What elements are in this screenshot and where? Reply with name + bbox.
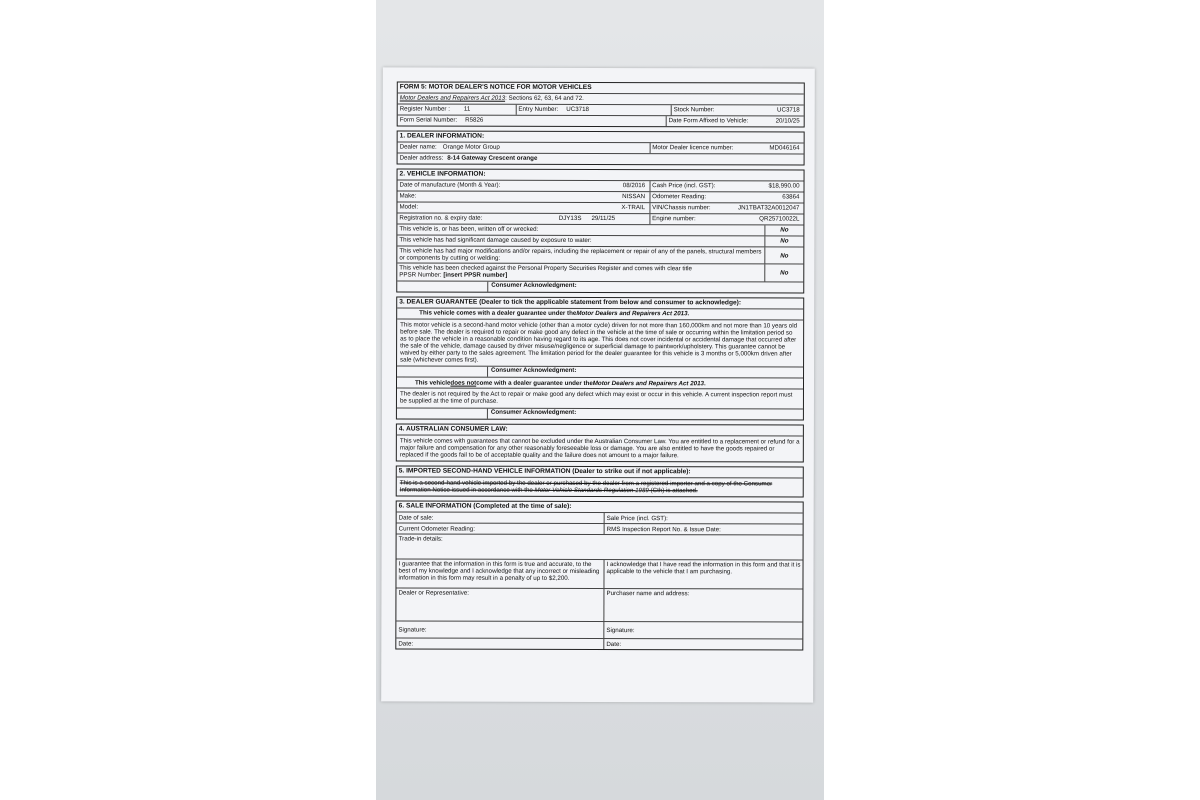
sale-section [395, 501, 803, 651]
entry-value: UC3718 [566, 106, 589, 114]
written-off-question: This vehicle is, or has been, written off or wrecked: [399, 225, 539, 234]
dealer-address-value: 8-14 Gateway Crescent orange [447, 155, 538, 163]
registration: Registration no. & expiry date: DJY13S 29/11/25 [399, 214, 616, 223]
cash-price: Cash Price (incl. GST): $18,990.00 [649, 181, 803, 191]
guarantee-consumer-ack-1: Consumer Acknowledgment: [487, 367, 576, 377]
date-affixed-value: 20/10/25 [775, 117, 800, 125]
trade-in-details: Trade-in details: [398, 535, 443, 543]
imported-text: This is a second-hand vehicle imported by the dealer or purchased by the dealer from a registered importer and a copy of the Consumer Information Notice issued in accordance with the Motor Vehicle Standards Regulation 1989 (Cth) is attached. [397, 476, 803, 496]
imported-section [396, 465, 804, 497]
imported-heading: 5. IMPORTED SECOND-HAND VEHICLE INFORMATION (Dealer to strike out if not applicable): [398, 467, 691, 476]
rego-value: DJY13S [558, 215, 582, 223]
vin-number: VIN/Chassis number: JN1TBAT32A0012047 [649, 203, 803, 213]
act-reference [398, 93, 804, 104]
guarantee-section [396, 296, 804, 420]
water-damage-answer: No [764, 236, 803, 246]
vehicle-model: Model: X-TRAIL [399, 203, 646, 212]
ppsr-question: This vehicle has been checked against the Personal Property Securities Register and comes with clear title PPSR Number: [insert PPSR number] [399, 264, 693, 280]
engine-value: QR25710022L [759, 215, 800, 223]
engine-number: Engine number: QR25710022L [649, 214, 803, 224]
register-number: Register Number : 11 [399, 105, 471, 114]
guarantee-consumer-ack-2: Consumer Acknowledgment: [487, 408, 576, 418]
make-value: NISSAN [622, 193, 646, 201]
vehicle-make: Make: NISSAN [399, 192, 646, 201]
written-off-answer: No [764, 225, 803, 235]
purchaser-signature: Signature: [603, 622, 802, 639]
act-sections: : Sections 62, 63, 64 and 72. [505, 95, 584, 103]
purchaser-name-address: Purchaser name and address: [603, 589, 802, 622]
date-of-sale: Date of sale: [398, 514, 434, 522]
cash-price-value: $18,990.00 [768, 182, 800, 190]
modifications-question: This vehicle has had major modifications and/or repairs, including the replacement or repair of any of the panels, structural members or components by cutting or welding: [399, 247, 762, 262]
date-of-manufacture: Date of manufacture (Month & Year): 08/2016 [399, 181, 646, 190]
water-damage-question: This vehicle has had significant damage caused by exposure to water: [399, 236, 592, 245]
form-serial: Form Serial Number: R5826 [399, 116, 484, 125]
dom-value: 08/2016 [622, 182, 646, 190]
without-guarantee-statement: This vehicle does not come with a dealer guarantee under the Motor Dealers and Repairers Act 2013 . [414, 379, 706, 387]
vehicle-section [396, 168, 804, 293]
date-affixed: Date Form Affixed to Vehicle: 20/10/25 [666, 116, 804, 126]
serial-value: R5826 [465, 117, 484, 125]
vehicle-heading: 2. VEHICLE INFORMATION: [399, 170, 486, 178]
dealer-address: Dealer address: 8-14 Gateway Crescent orange [399, 154, 538, 163]
with-guarantee-statement: This vehicle comes with a dealer guarantee under the Motor Dealers and Repairers Act 2013 . [419, 309, 690, 318]
dealer-declaration: I guarantee that the information in this form is true and accurate, to the best of my knowledge and I acknowledge that any incorrect or misleading information in this form may result in a penalty of up to $2,200. [398, 560, 600, 583]
dealer-signature: Signature: [398, 626, 427, 634]
sale-price: Sale Price (incl. GST): [604, 513, 803, 524]
dealer-name: Dealer name: Orange Motor Group [399, 143, 500, 152]
rms-inspection: RMS Inspection Report No. & Issue Date: [604, 524, 803, 535]
modifications-answer: No [764, 247, 803, 263]
ppsr-number: [insert PPSR number] [443, 271, 508, 280]
form-title: FORM 5: MOTOR DEALER'S NOTICE FOR MOTOR VEHICLES [399, 83, 592, 92]
dealer-licence-value: MD046164 [769, 144, 800, 152]
stock-number: Stock Number: UC3718 [671, 105, 804, 115]
ppsr-answer: No [764, 265, 803, 281]
form-header [397, 81, 805, 127]
stock-value: UC3718 [777, 106, 800, 114]
dealer-representative: Dealer or Representative: [398, 589, 469, 597]
form-sheet [381, 67, 815, 702]
with-guarantee-text: This motor vehicle is a second-hand motor vehicle (other than a motor cycle) driven for not more than 160,000km and not more than 10 years old before sale. The dealer is required to repair or make good any defect in the vehicle at the time of sale or occurring within the limitation period so as to place the vehicle in a reasonable condition having regard to its age. This does not cover incidental or accidental damage that occurred after the sale of the vehicle, damage caused by driver misuse/negligence or superficial damage to paintwork/upholstery. This guarantee cannot be waived by either party to the sales agreement. The limitation period for the dealer guarantee for this vehicle is 3 months or 5,000km driven after sale (whichever comes first). [397, 318, 803, 367]
purchaser-date: Date: [603, 639, 802, 650]
model-value: X-TRAIL [621, 204, 646, 212]
dealer-heading: 1. DEALER INFORMATION: [399, 132, 485, 140]
purchaser-declaration: I acknowledge that I have read the information in this form and that it is applicable to the vehicle that I am purchasing. [603, 560, 802, 589]
dealer-name-value: Orange Motor Group [442, 144, 500, 152]
vehicle-consumer-ack: Consumer Acknowledgment: [487, 281, 576, 291]
consumer-law-text: This vehicle comes with guarantees that cannot be excluded under the Australian Consumer Law. You are entitled to a replacement or refund for a major failure and compensation for any other reasonably foreseeable loss or damage. You are also entitled to have the goods repaired or replaced if the goods fail to be of acceptable quality and the failure does not amount to a major failure. [397, 434, 803, 461]
dealer-date: Date: [398, 640, 414, 648]
guarantee-heading: 3. DEALER GUARANTEE (Dealer to tick the applicable statement from below and consumer to acknowledge): [399, 298, 742, 307]
dealer-licence: Motor Dealer licence number: MD046164 [649, 143, 803, 153]
current-odometer: Current Odometer Reading: [398, 525, 475, 533]
rego-expiry: 29/11/25 [591, 215, 616, 223]
without-guarantee-text: The dealer is not required by the Act to repair or make good any defect which may exist or occur in this vehicle. A current inspection report must be supplied at the time of purchase. [397, 388, 803, 408]
entry-number: Entry Number: UC3718 [515, 105, 670, 115]
consumer-law-heading: 4. AUSTRALIAN CONSUMER LAW: [398, 425, 508, 433]
odometer: Odometer Reading: 63864 [649, 192, 803, 202]
sale-heading: 6. SALE INFORMATION (Completed at the time of sale): [398, 502, 572, 511]
register-value: 11 [463, 106, 471, 114]
vin-value: JN1TBAT32A0012047 [737, 204, 800, 212]
form-content [395, 81, 804, 654]
consumer-law-section [396, 423, 804, 462]
dealer-section [397, 130, 805, 165]
act-name: Motor Dealers and Repairers Act 2013 [399, 94, 506, 103]
odometer-value: 63864 [782, 193, 800, 201]
